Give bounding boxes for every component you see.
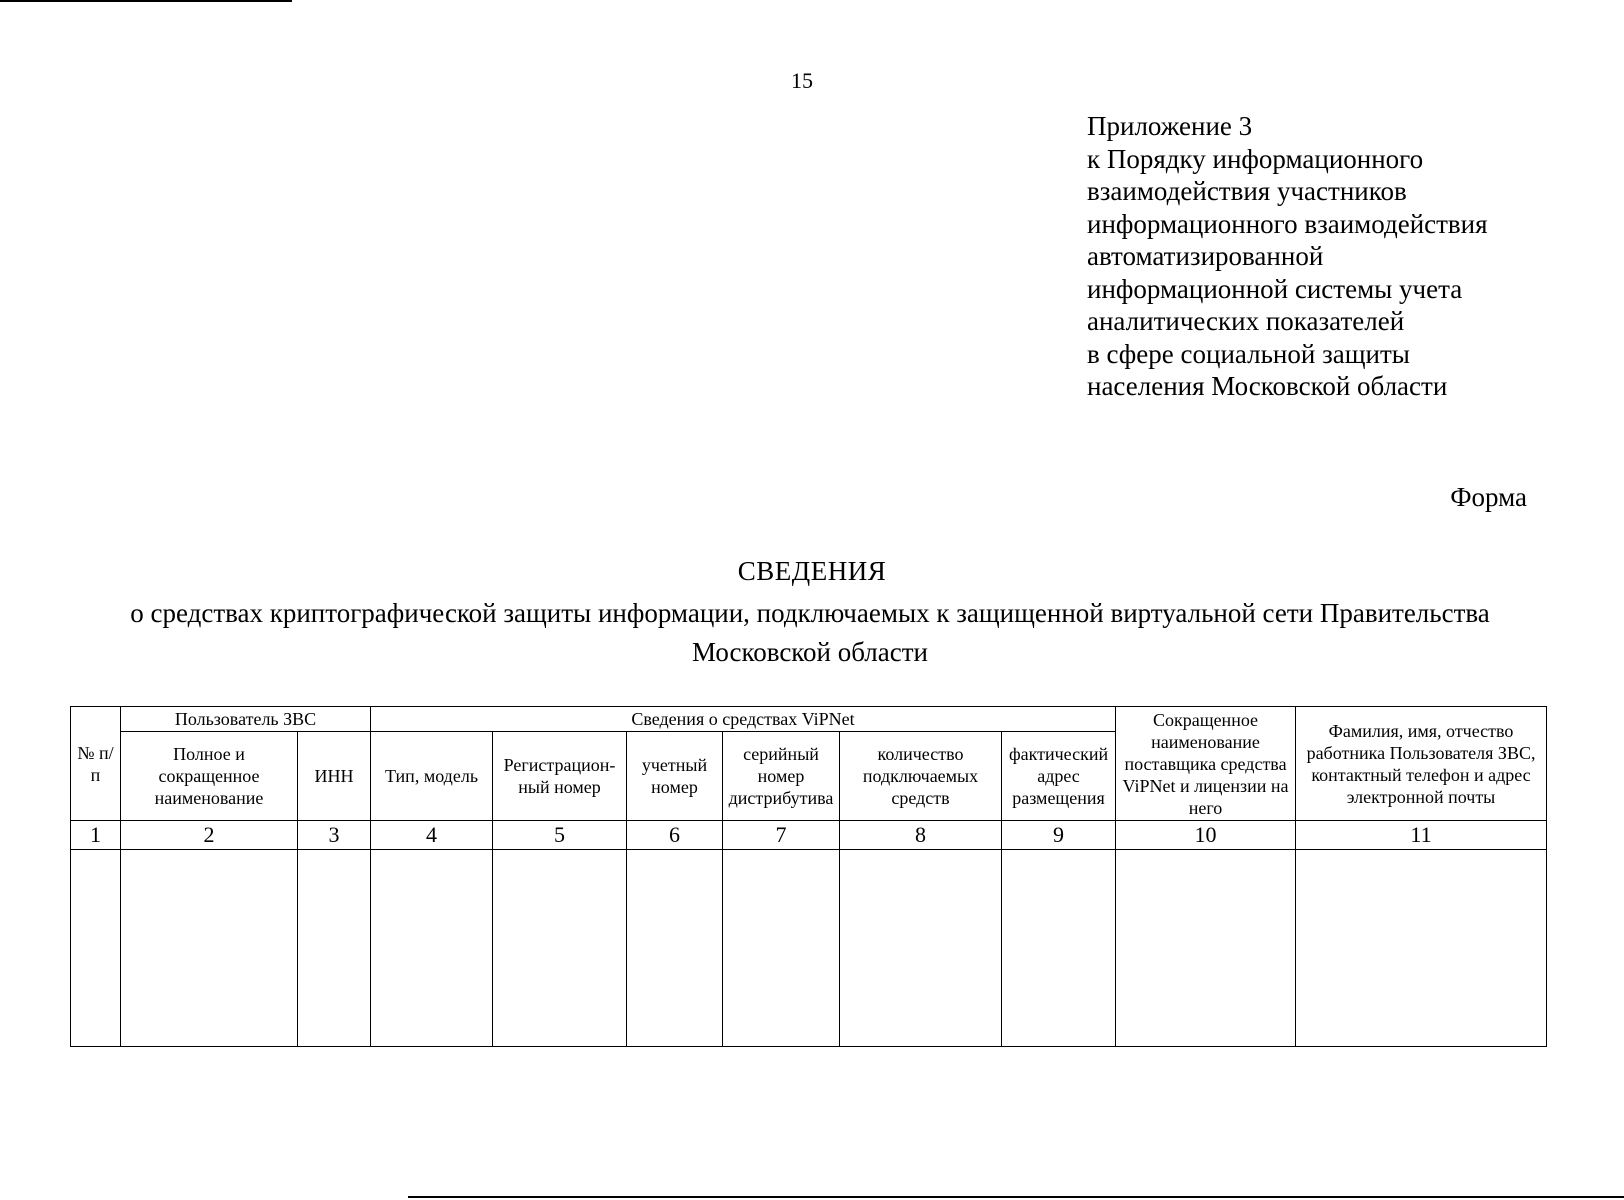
empty-cell [1002,850,1116,1047]
empty-cell [298,850,371,1047]
column-number: 6 [627,821,723,850]
empty-cell [627,850,723,1047]
column-number: 10 [1116,821,1296,850]
appendix-block [1087,110,1607,403]
empty-cell [493,850,627,1047]
header-quantity: количество подключаемых средств [840,732,1002,821]
appendix-line: аналитических показателей [1087,306,1405,336]
empty-cell [121,850,298,1047]
header-reg-number: Регистрацион-ный номер [493,732,627,821]
header-supplier: Сокращенное наименование поставщика средства ViPNet и лицензии на него [1116,707,1296,821]
form-label: Форма [1450,482,1527,512]
header-employee: Фамилия, имя, отчество работника Пользователя ЗВС, контактный телефон и адрес электронной почты [1296,707,1547,821]
empty-cell [1296,850,1547,1047]
appendix-line: населения Московской области [1087,371,1448,401]
column-number: 11 [1296,821,1547,850]
column-number: 4 [371,821,493,850]
column-number: 7 [723,821,840,850]
header-type: Тип, модель [371,732,493,821]
appendix-line: автоматизированной [1087,241,1324,271]
header-no: № п/п [71,707,121,821]
page-number: 15 [791,68,813,93]
column-number: 2 [121,821,298,850]
column-number: 3 [298,821,371,850]
document-title: СВЕДЕНИЯ [737,556,887,586]
appendix-line: в сфере социальной защиты [1087,338,1410,369]
appendix-line: взаимодействия участников [1087,176,1407,206]
empty-cell [1116,850,1296,1047]
document-subtitle: о средствах криптографической защиты информации, подключаемых к защищенной виртуальной сети Правительства Московской области [130,598,1490,667]
top-edge-line [0,0,292,2]
bottom-edge-line [408,1196,1624,1198]
empty-data-row [71,850,1547,1047]
appendix-line: Приложение 3 [1087,111,1253,141]
empty-cell [371,850,493,1047]
appendix-line: к Порядку информационного [1087,143,1424,174]
column-number: 8 [840,821,1002,850]
form-table [70,706,1547,1047]
empty-cell [71,850,121,1047]
appendix-line: информационной системы учета [1087,273,1463,304]
header-account-number: учетный номер [627,732,723,821]
column-number: 9 [1002,821,1116,850]
header-inn: ИНН [298,732,371,821]
column-number: 5 [493,821,627,850]
header-address: фактический адрес размещения [1002,732,1116,821]
empty-cell [840,850,1002,1047]
header-group-vipnet: Сведения о средствах ViPNet [371,707,1116,732]
header-full-name: Полное и сокращенное наименование [121,732,298,821]
header-group-user: Пользователь ЗВС [121,707,371,732]
empty-cell [723,850,840,1047]
column-number: 1 [71,821,121,850]
appendix-line: информационного взаимодействия [1087,208,1488,239]
header-serial: серийный номер дистрибутива [723,732,840,821]
